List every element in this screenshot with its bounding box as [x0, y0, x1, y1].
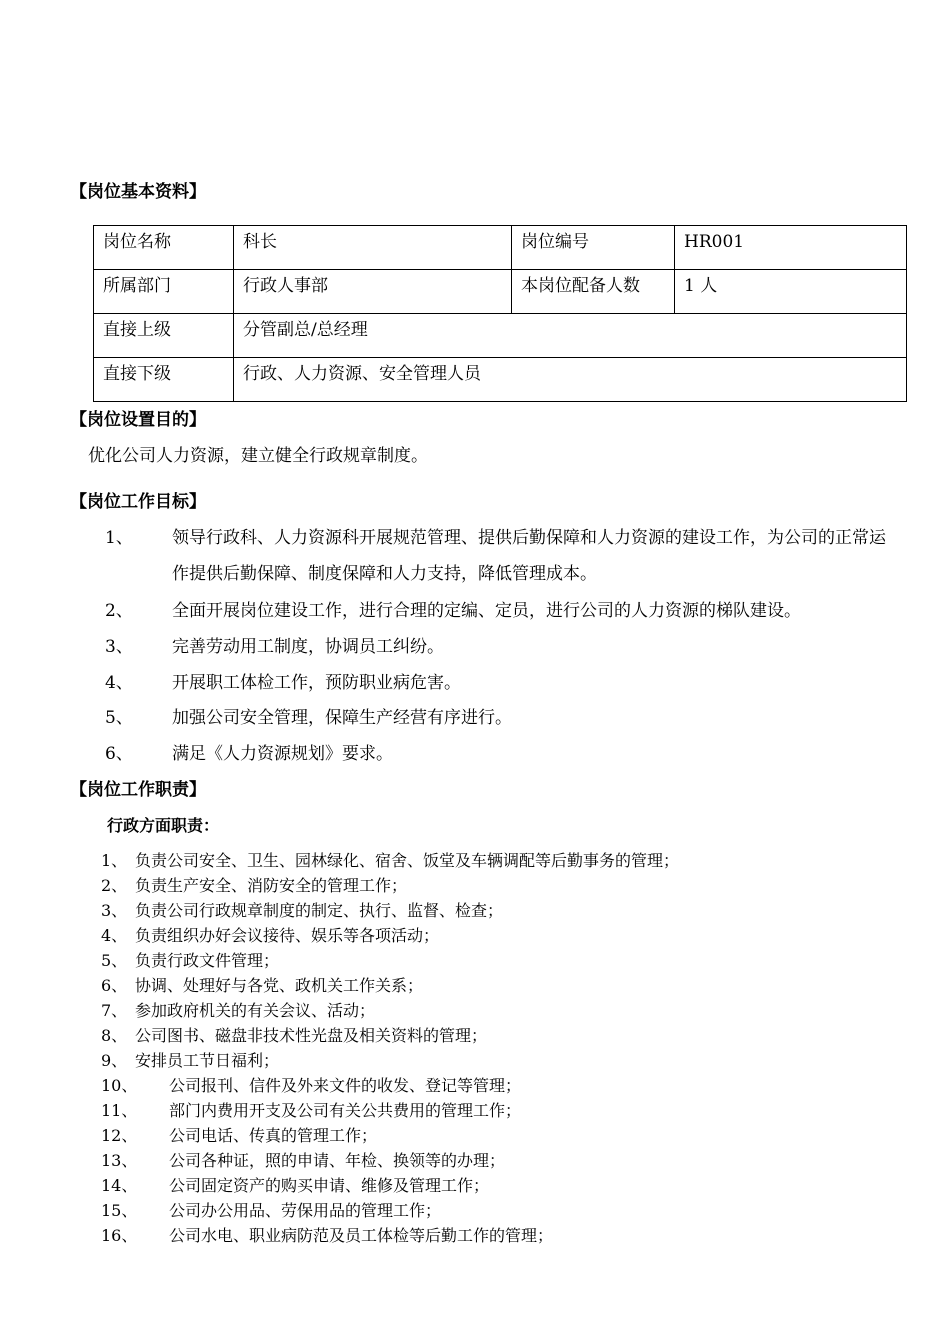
goal-number: 1、	[105, 528, 133, 548]
position-info-table	[93, 225, 907, 402]
subordinate-label: 直接下级	[94, 358, 234, 402]
table-row	[94, 226, 907, 270]
admin-duties-subtitle: 行政方面职责：	[107, 816, 220, 835]
section-title-goals: 【岗位工作目标】	[70, 492, 206, 512]
duty-text: 公司办公用品、劳保用品的管理工作；	[169, 1201, 442, 1220]
table-row	[94, 270, 907, 314]
duty-text: 负责公司行政规章制度的制定、执行、监督、检查；	[135, 901, 504, 920]
duty-number: 5、	[101, 951, 128, 970]
goal-number: 6、	[105, 744, 133, 764]
duty-number: 16、	[101, 1226, 138, 1245]
duty-number: 15、	[101, 1201, 138, 1220]
position-name-value: 科长	[234, 226, 512, 270]
duty-text: 负责组织办好会议接待、娱乐等各项活动；	[135, 926, 440, 945]
position-code-label: 岗位编号	[512, 226, 675, 270]
duty-text: 公司水电、职业病防范及员工体检等后勤工作的管理；	[169, 1226, 554, 1245]
duty-number: 7、	[101, 1001, 128, 1020]
goal-text: 领导行政科、人力资源科开展规范管理、提供后勤保障和人力资源的建设工作，为公司的正常运作提供后勤保障、制度保障和人力支持，降低管理成本。	[172, 528, 886, 584]
department-label: 所属部门	[94, 270, 234, 314]
duty-number: 13、	[101, 1151, 138, 1170]
goal-text: 满足《人力资源规划》要求。	[172, 744, 393, 764]
duty-number: 11、	[101, 1101, 138, 1120]
headcount-label: 本岗位配备人数	[512, 270, 675, 314]
duty-text: 公司报刊、信件及外来文件的收发、登记等管理；	[169, 1076, 522, 1095]
section-title-basic-info: 【岗位基本资料】	[70, 182, 206, 202]
goal-number: 5、	[105, 708, 133, 728]
section-title-duties: 【岗位工作职责】	[70, 780, 206, 800]
goal-text: 开展职工体检工作，预防职业病危害。	[172, 673, 461, 693]
goal-text: 全面开展岗位建设工作，进行合理的定编、定员，进行公司的人力资源的梯队建设。	[172, 601, 801, 621]
duty-text: 参加政府机关的有关会议、活动；	[135, 1001, 376, 1020]
duty-text: 公司电话、传真的管理工作；	[169, 1126, 378, 1145]
goal-number: 3、	[105, 637, 133, 657]
duty-text: 公司各种证，照的申请、年检、换领等的办理；	[169, 1151, 506, 1170]
goal-number: 2、	[105, 601, 133, 621]
duty-number: 2、	[101, 876, 128, 895]
duty-number: 12、	[101, 1126, 138, 1145]
duty-text: 部门内费用开支及公司有关公共费用的管理工作；	[169, 1101, 522, 1120]
goal-text: 完善劳动用工制度，协调员工纠纷。	[172, 637, 444, 657]
duty-text: 安排员工节日福利；	[135, 1051, 280, 1070]
duty-text: 公司图书、磁盘非技术性光盘及相关资料的管理；	[135, 1026, 488, 1045]
duty-text: 协调、处理好与各党、政机关工作关系；	[135, 976, 424, 995]
position-name-label: 岗位名称	[94, 226, 234, 270]
duty-text: 负责行政文件管理；	[135, 951, 280, 970]
subordinate-value: 行政、人力资源、安全管理人员	[234, 358, 907, 402]
table-row	[94, 314, 907, 358]
duty-number: 1、	[101, 851, 128, 870]
duty-number: 8、	[101, 1026, 128, 1045]
goal-number: 4、	[105, 673, 133, 693]
goal-text: 加强公司安全管理，保障生产经营有序进行。	[172, 708, 512, 728]
duty-number: 10、	[101, 1076, 138, 1095]
duty-number: 9、	[101, 1051, 128, 1070]
duty-text: 公司固定资产的购买申请、维修及管理工作；	[169, 1176, 490, 1195]
superior-value: 分管副总/总经理	[234, 314, 907, 358]
duty-number: 14、	[101, 1176, 138, 1195]
table-row	[94, 358, 907, 402]
superior-label: 直接上级	[94, 314, 234, 358]
duty-number: 4、	[101, 926, 128, 945]
duty-number: 3、	[101, 901, 128, 920]
purpose-text: 优化公司人力资源，建立健全行政规章制度。	[88, 446, 428, 466]
section-title-purpose: 【岗位设置目的】	[70, 410, 206, 430]
duty-text: 负责公司安全、卫生、园林绿化、宿舍、饭堂及车辆调配等后勤事务的管理；	[135, 851, 680, 870]
position-code-value: HR001	[675, 226, 907, 270]
duty-number: 6、	[101, 976, 128, 995]
duty-text: 负责生产安全、消防安全的管理工作；	[135, 876, 408, 895]
headcount-value: 1 人	[675, 270, 907, 314]
department-value: 行政人事部	[234, 270, 512, 314]
